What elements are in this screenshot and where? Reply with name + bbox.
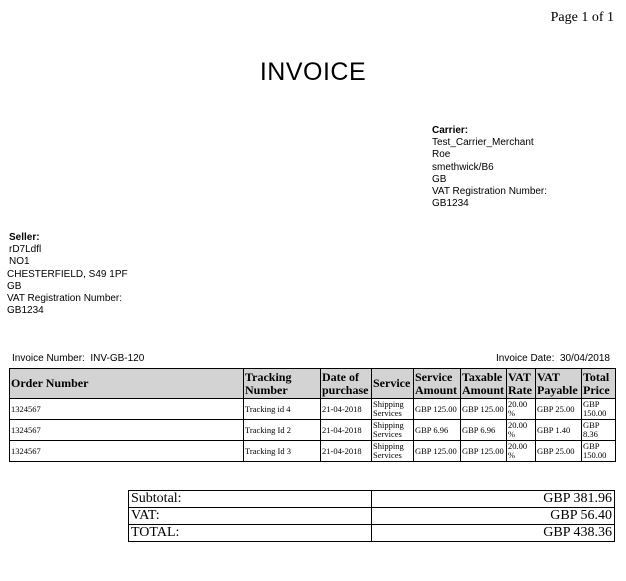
table-row	[10, 441, 616, 462]
cell-vat-rate: 20.00 %	[507, 420, 536, 441]
invoice-number-label: Invoice Number:	[12, 353, 85, 364]
cell-taxable-amount: GBP 125.00	[461, 399, 507, 420]
cell-vat-payable: GBP 25.00	[536, 399, 582, 420]
vat-row	[129, 508, 615, 525]
invoice-date	[496, 353, 610, 364]
header-service: Service	[372, 369, 414, 399]
total-row	[129, 525, 615, 542]
carrier-heading: Carrier:	[432, 125, 469, 136]
cell-taxable-amount: GBP 6.96	[461, 420, 507, 441]
carrier-vat-label: VAT Registration Number:	[432, 186, 548, 198]
cell-service-amount: GBP 125.00	[414, 441, 461, 462]
header-taxable-amount: Taxable Amount	[461, 369, 507, 399]
carrier-country: GB	[432, 173, 447, 185]
carrier-contact: Roe	[432, 149, 451, 161]
seller-name: rD7Ldfl	[9, 244, 42, 256]
carrier-address: smethwick/B6	[432, 161, 494, 173]
cell-tracking: Tracking id 4	[244, 399, 321, 420]
subtotal-label: Subtotal:	[129, 491, 372, 508]
invoice-number-value: INV-GB-120	[90, 353, 145, 364]
cell-date: 21-04-2018	[321, 420, 372, 441]
table-row	[10, 399, 616, 420]
subtotal-row	[129, 491, 615, 508]
subtotal-value: GBP 381.96	[372, 491, 615, 508]
cell-service-amount: GBP 6.96	[414, 420, 461, 441]
seller-vat-label: VAT Registration Number:	[7, 293, 123, 305]
total-value: GBP 438.36	[372, 525, 615, 542]
header-service-amount: Service Amount	[414, 369, 461, 399]
seller-heading: Seller:	[9, 232, 40, 243]
invoice-number	[12, 353, 144, 364]
page-number: Page 1 of 1	[550, 10, 614, 25]
table-footer-spacer	[10, 462, 616, 472]
carrier-vat-number: GB1234	[432, 198, 469, 210]
header-total-price: Total Price	[582, 369, 616, 399]
vat-label: VAT:	[129, 508, 372, 525]
seller-city: CHESTERFIELD, S49 1PF	[7, 268, 128, 280]
total-label: TOTAL:	[129, 525, 372, 542]
cell-vat-payable: GBP 25.00	[536, 441, 582, 462]
seller-block	[7, 232, 128, 317]
cell-taxable-amount: GBP 125.00	[461, 441, 507, 462]
cell-order: 1324567	[10, 399, 244, 420]
header-date-of-purchase: Date of purchase	[321, 369, 372, 399]
carrier-name: Test_Carrier_Merchant	[432, 137, 534, 149]
invoice-totals-table	[128, 490, 615, 542]
invoice-date-label: Invoice Date:	[496, 353, 555, 364]
header-order-number: Order Number	[10, 369, 244, 399]
cell-order: 1324567	[10, 441, 244, 462]
invoice-title: INVOICE	[259, 58, 367, 86]
cell-tracking: Tracking Id 2	[244, 420, 321, 441]
vat-value: GBP 56.40	[372, 508, 615, 525]
invoice-date-value: 30/04/2018	[559, 353, 610, 364]
header-vat-payable: VAT Payable	[536, 369, 582, 399]
table-row	[10, 420, 616, 441]
cell-service-amount: GBP 125.00	[414, 399, 461, 420]
cell-service: Shipping Services	[372, 441, 414, 462]
cell-tracking: Tracking Id 3	[244, 441, 321, 462]
invoice-items-table	[9, 368, 616, 471]
table-header-row	[10, 369, 616, 399]
cell-vat-rate: 20.00 %	[507, 441, 536, 462]
cell-order: 1324567	[10, 420, 244, 441]
cell-total: GBP 8.36	[582, 420, 616, 441]
cell-service: Shipping Services	[372, 420, 414, 441]
header-vat-rate: VAT Rate	[507, 369, 536, 399]
cell-vat-rate: 20.00 %	[507, 399, 536, 420]
cell-date: 21-04-2018	[321, 441, 372, 462]
header-tracking-number: Tracking Number	[244, 369, 321, 399]
cell-total: GBP 150.00	[582, 399, 616, 420]
seller-country: GB	[7, 280, 22, 292]
seller-vat-number: GB1234	[7, 305, 44, 317]
carrier-block	[432, 125, 547, 210]
seller-address-1: NO1	[9, 256, 30, 268]
cell-vat-payable: GBP 1.40	[536, 420, 582, 441]
cell-total: GBP 150.00	[582, 441, 616, 462]
cell-service: Shipping Services	[372, 399, 414, 420]
cell-date: 21-04-2018	[321, 399, 372, 420]
